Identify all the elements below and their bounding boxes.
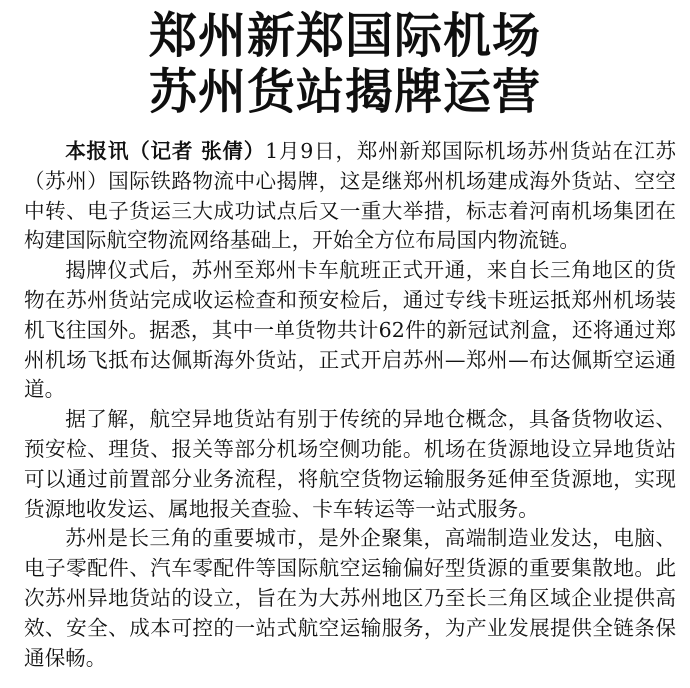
headline-line-1: 郑州新郑国际机场 (148, 8, 541, 64)
article-body (24, 137, 676, 673)
paragraph-2: 揭牌仪式后，苏州至郑州卡车航班正式开通，来自长三角地区的货物在苏州货站完成收运检查和预安检后，通过专线卡班运抵郑州机场装机飞往国外。据悉，其中一单货物共计62件的新冠试剂盒，还将通过郑州机场飞抵布达佩斯海外货站，正式开启苏州—郑州—布达佩斯空运通道。 (24, 258, 676, 402)
headline-line-2: 苏州货站揭牌运营 (148, 64, 541, 120)
paragraph-4: 苏州是长三角的重要城市，是外企聚集，高端制造业发达，电脑、电子零配件、汽车零配件等国际航空运输偏好型货源的重要集散地。此次苏州异地货站的设立，旨在为大苏州地区乃至长三角区域企业提供高效、安全、成本可控的一站式航空运输服务，为产业发展提供全链条保通保畅。 (24, 526, 676, 670)
paragraph-1-text: 1月9日，郑州新郑国际机场苏州货站在江苏（苏州）国际铁路物流中心揭牌，这是继郑州机场建成海外货站、空空中转、电子货运三大成功试点后又一重大举措，标志着河南机场集团在构建国际航空物流网络基础上，开始全方位布局国内物流链。 (24, 139, 677, 253)
paragraph-1 (24, 137, 676, 256)
paragraph-3: 据了解，航空异地货站有别于传统的异地仓概念，具备货物收运、预安检、理货、报关等部分机场空侧功能。机场在货源地设立异地货站可以通过前置部分业务流程，将航空货物运输服务延伸至货源地，实现货源地收发运、属地报关查验、卡车转运等一站式服务。 (24, 407, 676, 521)
byline: 本报讯（记者 张倩） (65, 139, 266, 163)
